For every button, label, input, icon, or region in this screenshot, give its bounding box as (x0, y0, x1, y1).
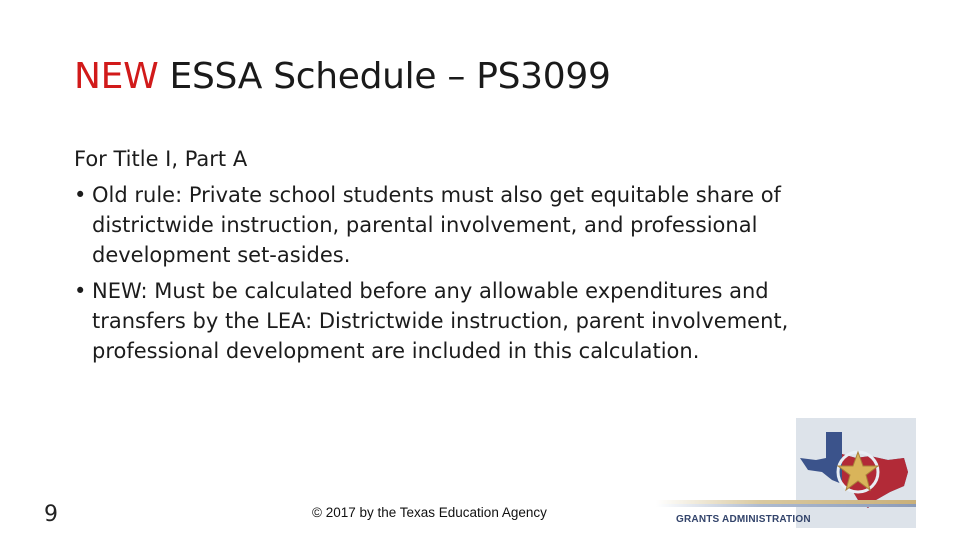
title-text: ESSA Schedule – PS3099 (158, 56, 611, 97)
title-new-accent: NEW (74, 56, 159, 97)
bullet-item (74, 276, 864, 366)
bullet-item (74, 180, 864, 270)
texas-star-icon (796, 428, 916, 508)
page-number: 9 (44, 502, 58, 527)
bullet-marker: • (74, 183, 87, 207)
slide-body (74, 144, 864, 372)
subheading: For Title I, Part A (74, 147, 248, 171)
bullet-list (74, 180, 864, 366)
logo-caption: GRANTS ADMINISTRATION (676, 514, 811, 525)
bullet-marker: • (74, 279, 87, 303)
bullet-text: NEW: Must be calculated before any allowable expenditures and transfers by the LEA: Districtwide instruction, parent involvement, professional development are included in this calculation. (92, 279, 789, 363)
logo-divider-blue (656, 504, 916, 507)
bullet-text: Old rule: Private school students must also get equitable share of districtwide instruction, parental involvement, and professional development set-asides. (92, 183, 781, 267)
grants-administration-logo (656, 418, 916, 528)
copyright-footer: © 2017 by the Texas Education Agency (312, 505, 547, 520)
slide-title (74, 56, 611, 97)
